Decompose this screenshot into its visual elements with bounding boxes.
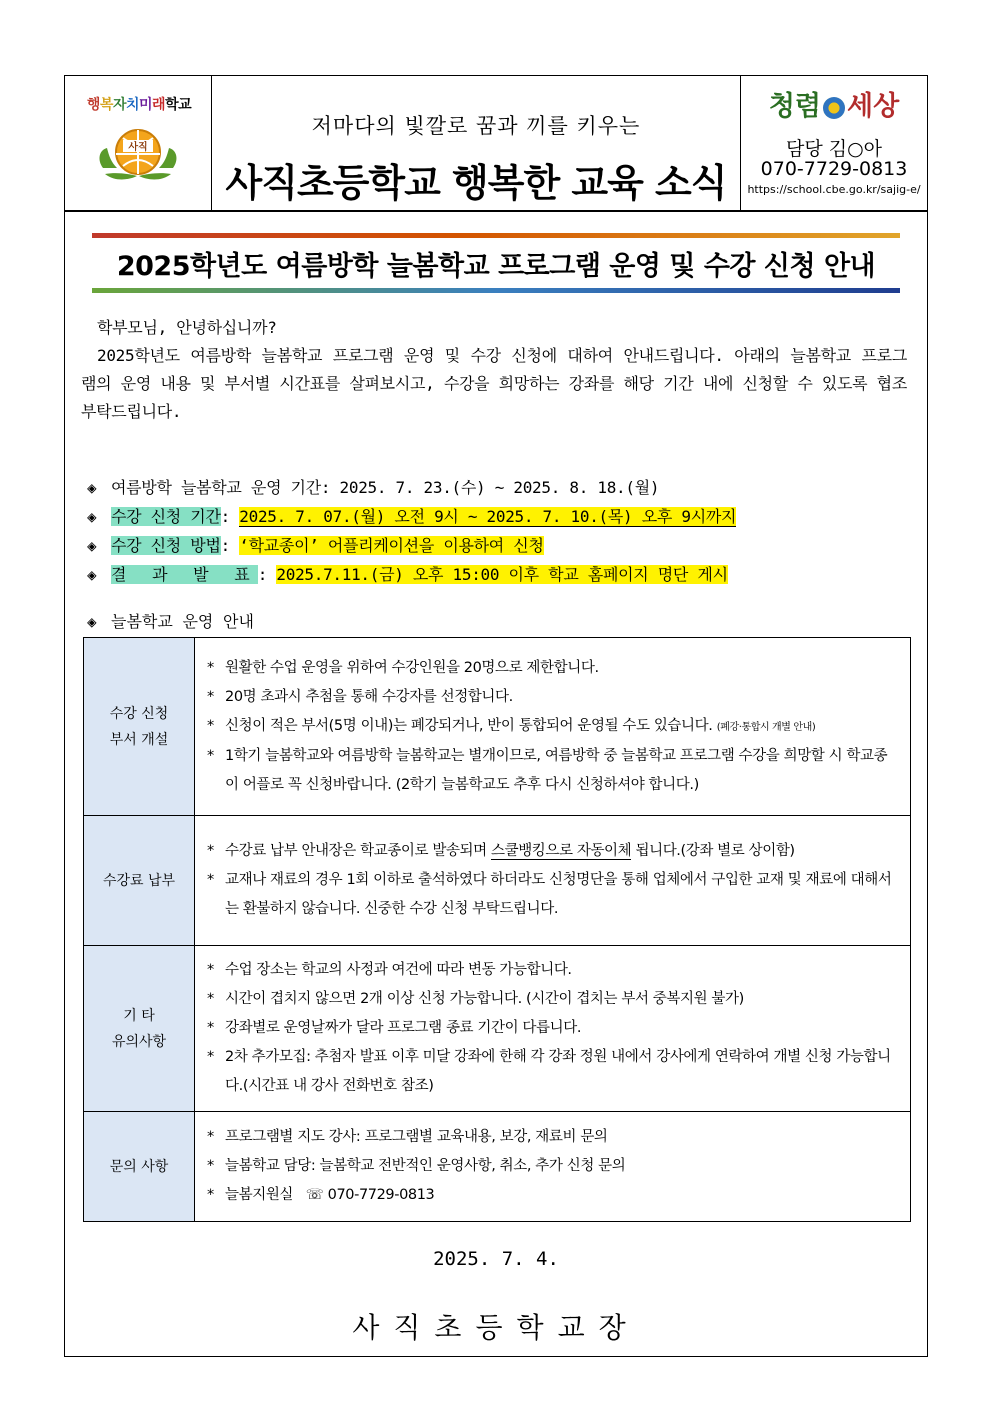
school-emblem-panel — [65, 76, 212, 210]
motto-char: 행 — [86, 97, 100, 113]
diamond-bullet-icon: ◈ — [87, 507, 97, 526]
row-content-inquiry — [195, 1112, 911, 1222]
apply-method-label: 수강 신청 방법 — [111, 536, 221, 555]
row-label-course-opening — [84, 638, 195, 816]
row-content-notes — [195, 946, 911, 1112]
diamond-bullet-icon: ◈ — [87, 536, 97, 555]
info-apply-method — [87, 533, 887, 562]
info-operation-period — [87, 475, 887, 504]
list-item: * 1학기 늘봄학교와 여름방학 늘봄학교는 별개이므로, 여름방학 중 늘봄학교 프로그램 수강을 희망할 시 학교종이 어플로 꼭 신청바랍니다. (2학기 늘봄학교도 추후 다시 신청하셔야 합니다.) — [207, 747, 888, 793]
row-content-course-opening — [195, 638, 911, 816]
info-apply-period — [87, 504, 887, 533]
period-value: 2025. 7. 23.(수) ~ 2025. 8. 18.(월) — [339, 478, 660, 497]
principal-signature: 사직초등학교장 — [352, 1311, 640, 1344]
list-item: * 늘봄지원실 ☏ 070-7729-0813 — [207, 1187, 435, 1203]
label-line: 기 타 — [123, 1007, 155, 1024]
row-content-tuition — [195, 816, 911, 946]
table-row — [84, 946, 911, 1112]
list-item: * 시간이 겹치지 않으면 2개 이상 신청 가능합니다. (시간이 겹치는 부서 중복지원 불가) — [207, 991, 744, 1007]
school-website-link[interactable]: https://school.cbe.go.kr/sajig-e/ — [747, 183, 921, 196]
contact-panel — [740, 76, 927, 210]
intro-body: 2025학년도 여름방학 늘봄학교 프로그램 운영 및 수강 신청에 대하여 안내드립니다. 아래의 늘봄학교 프로그램의 운영 내용 및 부서별 시간표를 살펴보시고, 수강을 희망하는 강좌를 해당 기간 내에 신청할 수 있도록 협조 부탁드립니다. — [81, 346, 907, 421]
brand-left: 청렴 — [768, 91, 821, 122]
integrity-brand — [741, 84, 927, 123]
notice-page — [64, 75, 928, 1357]
motto-char: 교 — [178, 97, 192, 113]
colon: : — [257, 565, 277, 584]
school-motto — [69, 94, 209, 114]
newsletter-title: 사직초등학교 행복한 교육 소식 — [225, 161, 727, 205]
phone-number: 070-7729-0813 — [327, 1187, 435, 1203]
apply-period-value: 2025. 7. 07.(월) 오전 9시 ~ 2025. 7. 10.(목) 오후 9시까지 — [239, 507, 737, 526]
title-bar-bottom — [92, 288, 900, 293]
school-slogan: 저마다의 빛깔로 꿈과 끼를 키우는 — [311, 114, 641, 138]
list-item: * 수강료 납부 안내장은 학교종이로 발송되며 스쿨뱅킹으로 자동이체 됩니다.(강좌 별로 상이함) — [207, 843, 795, 859]
diamond-bullet-icon: ◈ — [87, 612, 97, 631]
info-result — [87, 562, 887, 591]
closure-note: (폐강·통합시 개별 안내) — [716, 721, 816, 733]
guide-table — [83, 637, 911, 1222]
list-item: * 신청이 적은 부서(5명 이내)는 폐강되거나, 반이 통합되어 운영될 수도 있습니다. (폐강·통합시 개별 안내) — [207, 717, 816, 734]
motto-char: 자 — [112, 97, 126, 113]
list-item: * 프로그램별 지도 강사: 프로그램별 교육내용, 보강, 재료비 문의 — [207, 1129, 608, 1145]
table-row — [84, 816, 911, 946]
table-row — [84, 638, 911, 816]
school-logo-icon — [95, 120, 181, 190]
list-item: * 강좌별로 운영날짜가 달라 프로그램 종료 기간이 다릅니다. — [207, 1020, 582, 1036]
intro-paragraph — [81, 314, 907, 426]
label-line: 부서 개설 — [109, 731, 169, 748]
logo-text: 사직 — [128, 142, 148, 153]
diamond-bullet-icon: ◈ — [87, 565, 97, 584]
contact-phone: 070-7729-0813 — [760, 158, 908, 180]
list-item: * 늘봄학교 담당: 늘봄학교 전반적인 운영사항, 취소, 추가 신청 문의 — [207, 1158, 626, 1174]
diamond-bullet-icon: ◈ — [87, 478, 97, 497]
result-label: 결 과 발 표 — [111, 565, 258, 584]
phone-label: 늘봄지원실 — [225, 1187, 294, 1203]
operation-guide-heading — [87, 609, 254, 632]
apply-method-value: ‘학교종이’ 어플리케이션을 이용하여 신청 — [239, 536, 544, 555]
section-head-text: 늘봄학교 운영 안내 — [111, 612, 254, 631]
label-line: 유의사항 — [111, 1033, 167, 1050]
list-item: * 수업 장소는 학교의 사정과 여건에 따라 변동 가능합니다. — [207, 962, 572, 978]
row-label-notes — [84, 946, 195, 1112]
greeting: 학부모님, 안녕하십니까? — [97, 318, 277, 337]
contact-person: 담당 김○아 — [785, 138, 883, 160]
motto-char: 학 — [165, 97, 179, 113]
list-item: * 20명 초과시 추첨을 통해 수강자를 선정합니다. — [207, 688, 513, 705]
key-info-list — [87, 475, 887, 591]
issue-date: 2025. 7. 4. — [433, 1248, 559, 1270]
list-item: * 2차 추가모집: 추첨자 발표 이후 미달 강좌에 한해 각 강좌 정원 내에서 강사에게 연락하여 개별 신청 가능합니다.(시간표 내 강사 전화번호 참조) — [207, 1049, 891, 1094]
label-line: 수강료 납부 — [102, 872, 176, 889]
result-value: 2025.7.11.(금) 오후 15:00 이후 학교 홈페이지 명단 게시 — [276, 565, 728, 584]
motto-char: 미 — [139, 97, 153, 113]
auto-transfer-text: 스쿨뱅킹으로 자동이체 — [490, 843, 632, 859]
label-line: 수강 신청 — [109, 705, 169, 722]
phone-icon: ☏ — [305, 1187, 324, 1203]
letterhead — [65, 76, 927, 212]
period-label: 여름방학 늘봄학교 운영 기간: — [111, 478, 340, 497]
list-item: * 원활한 수업 운영을 위하여 수강인원을 20명으로 제한합니다. — [207, 659, 599, 676]
motto-char: 치 — [125, 97, 139, 113]
row-label-inquiry — [84, 1112, 195, 1222]
apply-period-label: 수강 신청 기간 — [111, 507, 221, 526]
motto-char: 복 — [99, 97, 113, 113]
label-line: 문의 사항 — [109, 1158, 169, 1175]
document-title: 2025학년도 여름방학 늘봄학교 프로그램 운영 및 수강 신청 안내 — [116, 251, 876, 282]
brand-globe-icon — [823, 97, 845, 119]
motto-char: 래 — [152, 97, 166, 113]
colon: : — [220, 536, 240, 555]
list-item: * 교재나 재료의 경우 1회 이하로 출석하였다 하더라도 신청명단을 통해 업체에서 구입한 교재 및 재료에 대해서는 환불하지 않습니다. 신중한 수강 신청 부탁드립니다. — [207, 872, 892, 917]
title-bar-top — [92, 233, 900, 238]
brand-right: 세상 — [847, 91, 900, 122]
table-row — [84, 1112, 911, 1222]
row-label-tuition — [84, 816, 195, 946]
colon: : — [220, 507, 240, 526]
